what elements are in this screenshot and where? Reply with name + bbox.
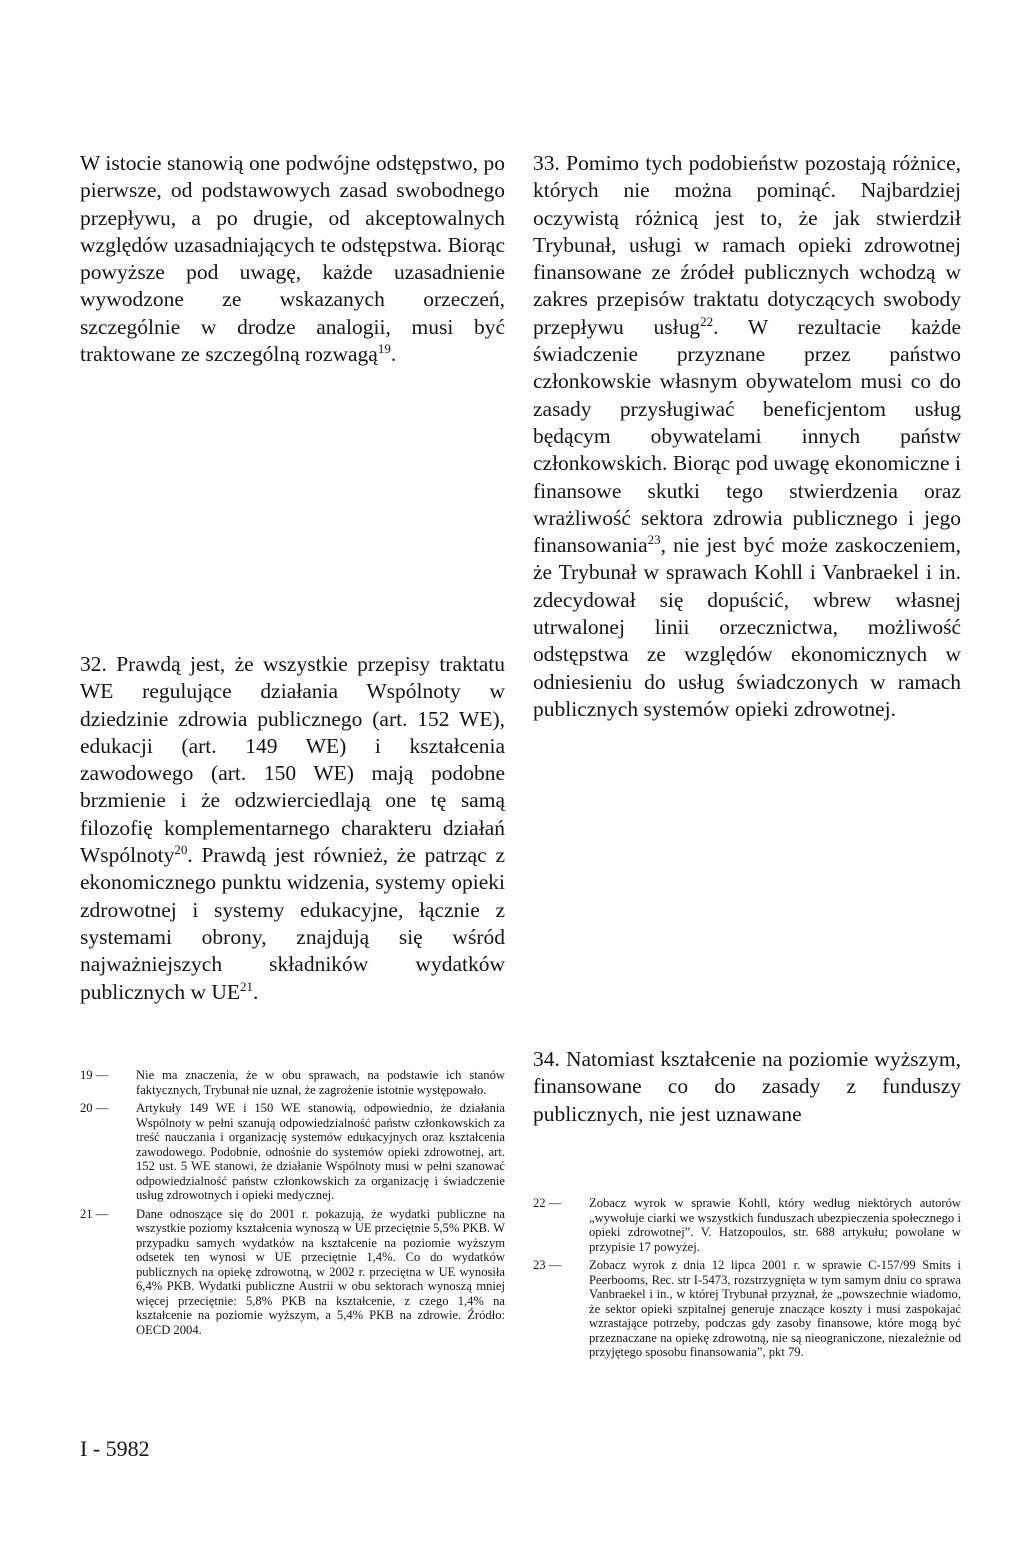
footnote-ref-22[interactable]: 22 xyxy=(700,313,714,329)
footnote-number: 23 — xyxy=(533,1258,562,1272)
footnote-text: Artykuły 149 WE i 150 WE stanowią, odpowiednio, że działania Wspólnoty w pełni szanują odpowiedzialność państw członkowskich za treść nauczania i organizację systemów edukacyjnych oraz kształcenia zawodowego. Podobnie, odnośnie do systemów opieki zdrowotnej, art. 152 ust. 5 WE stanowi, że działanie Wspólnoty musi w pełni szanować odpowiedzialność państw członkowskich za organizację i świadczenie usług zdrowotnych i opieki medycznej. xyxy=(136,1101,505,1202)
footnote-ref-23[interactable]: 23 xyxy=(647,532,661,547)
footnote-text: Zobacz wyrok w sprawie Kohll, który według niektórych autorów „wywołuje ciarki we wszystkich funduszach ubezpieczenia społecznego i opieki zdrowotnej”. V. Hatzopoulos, str. 688 artykułu; powołane w przypisie 17 powyżej. xyxy=(589,1196,961,1254)
footnote-19 xyxy=(80,1068,505,1097)
footnote-23 xyxy=(533,1258,961,1360)
footnote-20 xyxy=(80,1101,505,1203)
footnote-text: Nie ma znaczenia, że w obu sprawach, na podstawie ich stanów faktycznych, Trybunał nie uznał, że zagrożenie istotnie występowało. xyxy=(136,1068,505,1097)
footnotes-right xyxy=(533,1196,961,1364)
footnote-ref-21[interactable]: 21 xyxy=(240,978,254,994)
footnote-ref-19[interactable]: 19 xyxy=(377,340,391,356)
paragraph-32-text-2: . Prawdą jest również, że patrząc z ekonomicznego punktu widzenia, systemy opieki zdrowotnej i systemy edukacyjne, łącznie z systemami obrony, znajdują się wśród najważniejszych składników wydatków publicznych w UE xyxy=(80,843,505,1004)
paragraph-intro: W istocie stanowią one podwójne odstępstwo, po pierwsze, od podstawowych zasad swobodnego przepływu, a po drugie, od akceptowalnych względów uzasadniających te odstępstwa. Biorąc powyższe pod uwagę, każde uzasadnienie wywodzone ze wskazanych orzeczeń, szczególnie w drodze analogii, musi być traktowane ze szczególną rozwagą$^{19}$. xyxy=(80,151,505,367)
paragraph-intro-text: W istocie stanowią one podwójne odstępstwo, po pierwsze, od podstawowych zasad swobodnego przepływu, a po drugie, od akceptowalnych względów uzasadniających te odstępstwa. Biorąc powyższe pod uwagę, każde uzasadnienie wywodzone ze wskazanych orzeczeń, szczególnie w drodze analogii, musi być traktowane ze szczególną rozwagą xyxy=(80,151,505,367)
paragraph-32: 32. Prawdą jest, że wszystkie przepisy traktatu WE regulujące działania Wspólnoty w dziedzinie zdrowia publicznego (art. 152 WE), edukacji (art. 149 WE) i kształcenia zawodowego (art. 150 WE) mają podobne brzmienie i że odzwierciedlają one tę samą filozofię komplementarnego charakteru działań Wspólnoty$^{20}$. Prawdą jest również, że patrząc z ekonomicznego punktu widzenia, systemy opieki zdrowotnej i systemy edukacyjne, łącznie z systemami obrony, znajdują się wśród najważniejszych składników wydatków publicznych w UE$^{21}$. xyxy=(80,652,505,1004)
paragraph-34 xyxy=(533,1046,961,1128)
footnote-text: Zobacz wyrok z dnia 12 lipca 2001 r. w sprawie C-157/99 Smits i Peerbooms, Rec. str I-5473, rozstrzygnięta w tym samym dniu co sprawa Vanbraekel i in., w której Trybunał przyznał, że „powszechnie wiadomo, że sektor opieki szpitalnej generuje znaczące koszty i musi zaspokajać wzrastające potrzeby, podczas gdy zasoby finansowe, które mogą być przeznaczane na opiekę zdrowotną, nie są nieograniczone, niezależnie od przyjętego sposobu finansowania”, pkt 79. xyxy=(589,1258,961,1359)
paragraph-33-text-3: , nie jest być może zaskoczeniem, że Trybunał w sprawach Kohll i Vanbraekel i in. zdecydował się dopuścić, wbrew własnej utrwalonej linii orzecznictwa, możliwość odstępstwa ze względów ekonomicznych w odniesieniu do usług świadczonych w ramach publicznych systemów opieki zdrowotnej. xyxy=(533,533,961,721)
footnote-21 xyxy=(80,1207,505,1338)
footnotes-left xyxy=(80,1068,505,1341)
paragraph-33-text-2: . W rezultacie każde świadczenie przyznane przez państwo członkowskie własnym obywatelom musi co do zasady przysługiwać beneficjentom usług będącym obywatelami innych państw członkowskich. Biorąc pod uwagę ekonomiczne i finansowe skutki tego stwierdzenia oraz wrażliwość sektora zdrowia publicznego i jego finansowania xyxy=(533,314,961,558)
footnote-number: 20 — xyxy=(80,1101,109,1115)
footnote-ref-20[interactable]: 20 xyxy=(174,841,188,857)
footnote-number: 22 — xyxy=(533,1196,562,1210)
footnote-number: 19 — xyxy=(80,1068,109,1082)
paragraph-34-text: 34. Natomiast kształcenie na poziomie wyższym, finansowane co do zasady z funduszy publicznych, nie jest uznawane xyxy=(533,1047,961,1126)
footnote-22 xyxy=(533,1196,961,1254)
page-number: I - 5982 xyxy=(80,1436,150,1461)
footnote-number: 21 — xyxy=(80,1206,109,1221)
footnote-text: Dane odnoszące się do 2001 r. pokazują, że wydatki publiczne na wszystkie poziomy kształcenia wynoszą w UE przeciętnie 5,5% PKB. W przypadku samych wydatków na kształcenie na poziomie wyższym odsetek ten wynosi w UE przeciętnie 1,4%. Co do wydatków publicznych na opiekę zdrowotną, w 2002 r. przeciętna w UE wynosiła 6,4% PKB. Wydatki publiczne Austrii w obu sektorach wynoszą mniej więcej przeciętnie: 5,8% PKB na kształcenie, z czego 1,4% na kształcenie na poziomie wyższym, a 5,4% PKB na zdrowie. Źródło: OECD 2004. xyxy=(136,1206,505,1337)
paragraph-32-text-1: 32. Prawdą jest, że wszystkie przepisy traktatu WE regulujące działania Wspólnoty w dziedzinie zdrowia publicznego (art. 152 WE), edukacji (art. 149 WE) i kształcenia zawodowego (art. 150 WE) mają podobne brzmienie i że odzwierciedlają one tę samą filozofię komplementarnego charakteru działań Wspólnoty xyxy=(80,652,505,868)
paragraph-33-text-1: 33. Pomimo tych podobieństw pozostają różnice, których nie można pominąć. Najbardziej oczywistą różnicą jest to, że jak stwierdził Trybunał, usługi w ramach opieki zdrowotnej finansowane ze źródeł publicznych wchodzą w zakres przepisów traktatu dotyczących swobody przepływu usług xyxy=(533,151,961,339)
paragraph-33 xyxy=(533,150,961,723)
